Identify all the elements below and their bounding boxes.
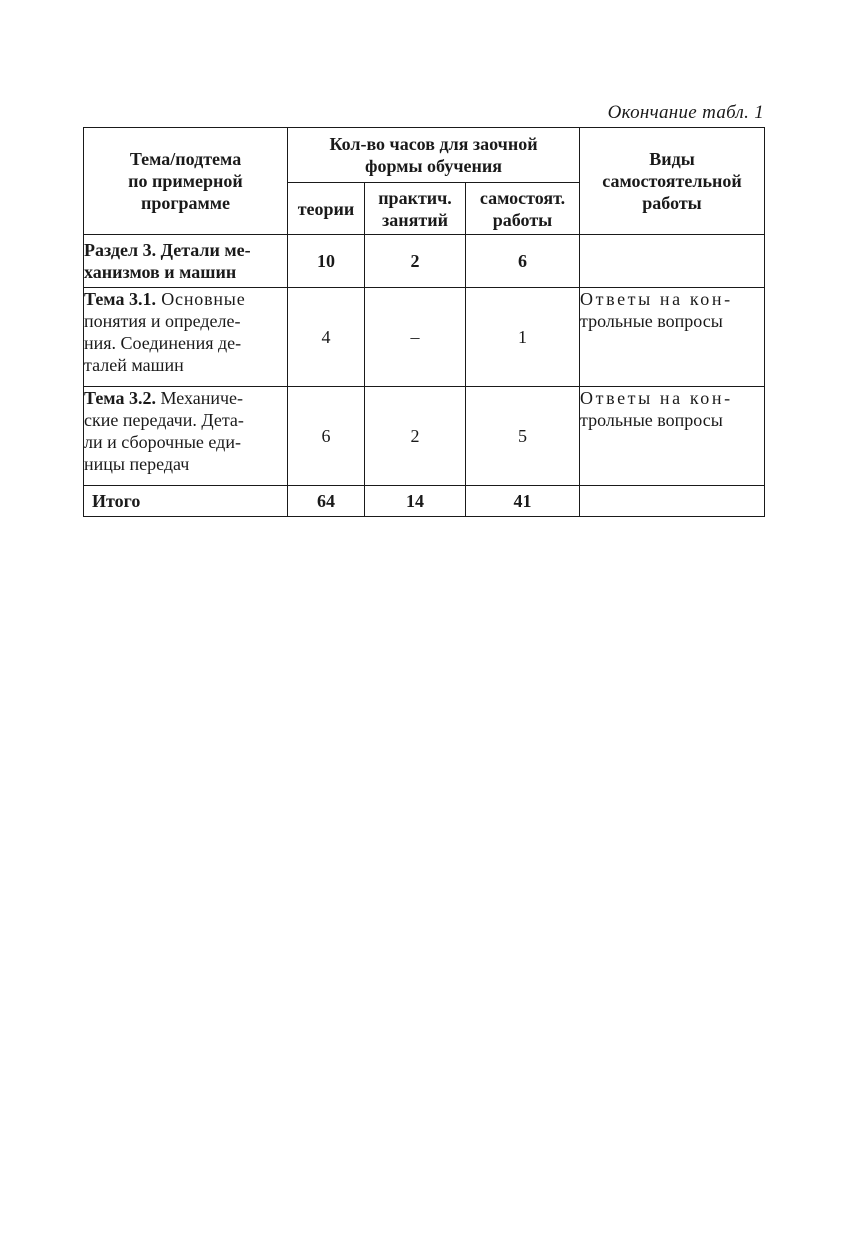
total-row [84,486,765,517]
header-kinds: Виды самостоятельной работы [580,128,765,235]
total-self: 41 [466,486,580,517]
header-theme: Тема/подтема по примерной программе [84,128,288,235]
total-label: Итого [84,486,288,517]
topic-cell: Тема 3.1. Основные понятия и определе- ния. Соединения де- талей машин [84,288,288,387]
total-theory: 64 [288,486,365,517]
self-cell: 1 [466,288,580,387]
header-theory: теории [288,183,365,235]
topic-cell: Раздел 3. Детали ме- ханизмов и машин [84,235,288,288]
practice-cell: – [365,288,466,387]
theory-cell: 4 [288,288,365,387]
practice-cell: 2 [365,387,466,486]
table-caption: Окончание табл. 1 [607,102,764,123]
header-self: самостоят. работы [466,183,580,235]
header-hours-group: Кол-во часов для заочной формы обучения [288,128,580,183]
kind-cell: Ответы на кон- трольные вопросы [580,288,765,387]
table-row [84,235,765,288]
table-row [84,288,765,387]
header-practice: практич. занятий [365,183,466,235]
self-cell: 6 [466,235,580,288]
study-hours-table [83,127,765,517]
self-cell: 5 [466,387,580,486]
topic-cell: Тема 3.2. Механиче- ские передачи. Дета- ли и сборочные еди- ницы передач [84,387,288,486]
kind-cell [580,235,765,288]
theory-cell: 10 [288,235,365,288]
header-row-1 [84,128,765,183]
practice-cell: 2 [365,235,466,288]
total-practice: 14 [365,486,466,517]
kind-cell: Ответы на кон- трольные вопросы [580,387,765,486]
total-kind-cell [580,486,765,517]
theory-cell: 6 [288,387,365,486]
table-row [84,387,765,486]
